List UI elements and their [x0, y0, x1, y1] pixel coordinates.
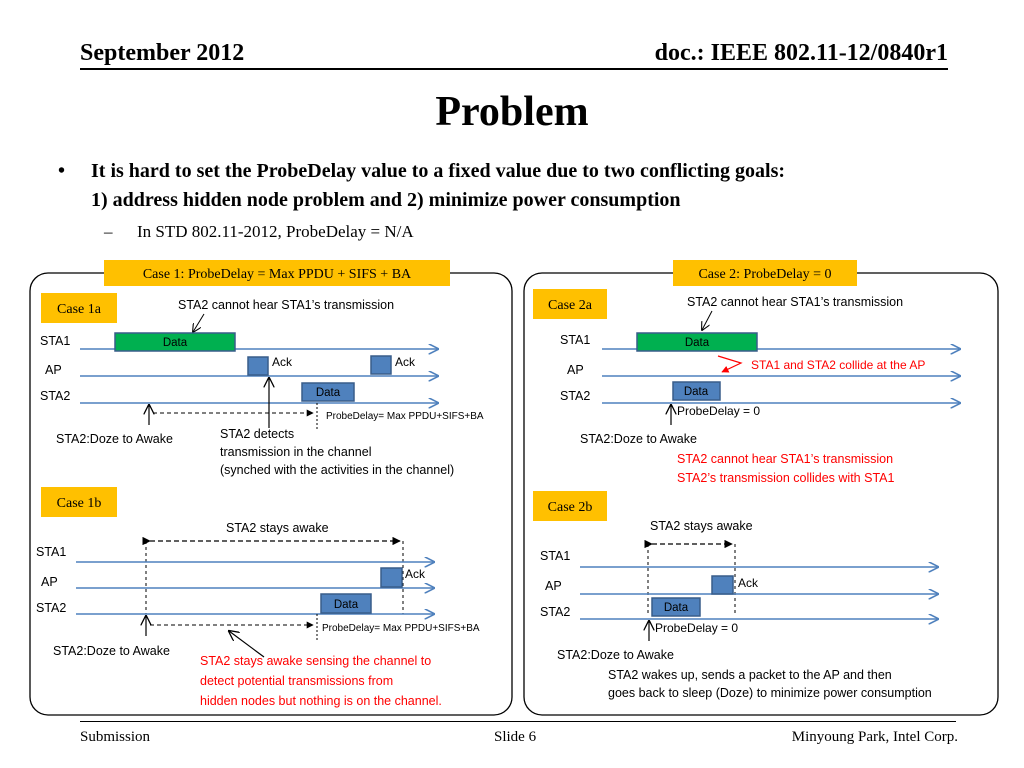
- case2a-collide-arrow: [718, 356, 741, 372]
- case2a-cannot-hear-arrow: [702, 311, 712, 330]
- case2a-label: Case 2a: [548, 298, 592, 313]
- case1b-ack-packet: [381, 568, 402, 587]
- case1b-data-text: Data: [333, 599, 359, 611]
- case1b-note-line2: detect potential transmissions from: [200, 674, 394, 688]
- bullet-marker: •: [58, 160, 66, 182]
- case1b-note-line3: hidden nodes but nothing is on the channel.: [200, 694, 442, 708]
- case2-title: Case 2: ProbeDelay = 0: [698, 267, 832, 282]
- bullet-main-line1: It is hard to set the ProbeDelay value to a fixed value due to two conflicting goals:: [91, 160, 786, 182]
- case2b-note-line2: goes back to sleep (Doze) to minimize power consumption: [608, 686, 932, 700]
- case2b-ack-packet: [712, 576, 733, 594]
- case2b-sta1-label: STA1: [540, 549, 571, 563]
- case2b-probedelay-text: ProbeDelay = 0: [655, 621, 739, 635]
- footer-author: Minyoung Park, Intel Corp.: [791, 729, 958, 745]
- slide-title: Problem: [435, 89, 589, 135]
- header-doc-id: doc.: IEEE 802.11-12/0840r1: [654, 40, 948, 66]
- case1a-label: Case 1a: [57, 302, 101, 317]
- sub-bullet-marker: –: [104, 222, 113, 241]
- case1a-cannot-hear: STA2 cannot hear STA1’s transmission: [178, 298, 395, 312]
- footer-submission: Submission: [80, 729, 151, 745]
- case2a-sta1-data-text: Data: [684, 337, 710, 349]
- header-date: September 2012: [80, 40, 245, 66]
- case1a-sta2-data-text: Data: [315, 387, 341, 399]
- case2a-probedelay-text: ProbeDelay = 0: [677, 404, 761, 418]
- case2b-doze-label: STA2:Doze to Awake: [557, 648, 674, 662]
- case2a-doze-label: STA2:Doze to Awake: [580, 432, 697, 446]
- case2b-data-text: Data: [663, 602, 689, 614]
- case1a-detects-line3: (synched with the activities in the channel): [220, 463, 455, 477]
- case2a-sta2-label: STA2: [560, 389, 591, 403]
- case2a-note-line1: STA2 cannot hear STA1’s transmission: [677, 452, 894, 466]
- case1b-sta1-label: STA1: [36, 545, 67, 559]
- case1a-detects-line2: transmission in the channel: [220, 445, 372, 459]
- case1b-stays-awake: STA2 stays awake: [226, 521, 329, 535]
- case1a-ack2-text: Ack: [395, 355, 416, 369]
- case2b-label: Case 2b: [547, 500, 593, 515]
- sub-bullet-text: In STD 802.11-2012, ProbeDelay = N/A: [137, 222, 414, 241]
- case2b-note-line1: STA2 wakes up, sends a packet to the AP and then: [608, 668, 892, 682]
- case1-title: Case 1: ProbeDelay = Max PPDU + SIFS + BA: [142, 267, 412, 282]
- case1a-sta1-label: STA1: [40, 334, 71, 348]
- case1a-sta1-data-text: Data: [162, 337, 188, 349]
- case1a-detects-line1: STA2 detects: [220, 427, 295, 441]
- footer-slide-number: Slide 6: [494, 729, 537, 745]
- case1b-ap-label: AP: [41, 575, 58, 589]
- case1b-label: Case 1b: [56, 496, 102, 511]
- case1a-probedelay-text: ProbeDelay= Max PPDU+SIFS+BA: [326, 411, 484, 422]
- case1b-ack-text: Ack: [405, 567, 426, 581]
- case1b-doze-label: STA2:Doze to Awake: [53, 644, 170, 658]
- case1a-ap-label: AP: [45, 363, 62, 377]
- case1a-sta2-label: STA2: [40, 389, 71, 403]
- case2a-sta2-data-text: Data: [683, 386, 709, 398]
- case2b-sta2-label: STA2: [540, 605, 571, 619]
- bullet-main-line2: 1) address hidden node problem and 2) minimize power consumption: [91, 189, 681, 211]
- case2a-collide-text: STA1 and STA2 collide at the AP: [751, 358, 926, 372]
- case1b-sta2-label: STA2: [36, 601, 67, 615]
- footer-divider: [80, 721, 956, 722]
- case2a-ap-label: AP: [567, 363, 584, 377]
- case1a-cannot-hear-arrow: [193, 314, 204, 332]
- case1b-note-line1: STA2 stays awake sensing the channel to: [200, 654, 432, 668]
- case1a-ack2-packet: [371, 356, 391, 374]
- case2b-stays-awake: STA2 stays awake: [650, 519, 753, 533]
- case2b-ap-label: AP: [545, 579, 562, 593]
- case1b-probedelay-text: ProbeDelay= Max PPDU+SIFS+BA: [322, 623, 480, 634]
- case1a-ack1-packet: [248, 357, 268, 375]
- case2a-note-line2: STA2’s transmission collides with STA1: [677, 471, 895, 485]
- case1a-ack1-text: Ack: [272, 355, 293, 369]
- case1a-doze-label: STA2:Doze to Awake: [56, 432, 173, 446]
- case2a-sta1-label: STA1: [560, 333, 591, 347]
- case2b-ack-text: Ack: [738, 576, 759, 590]
- case2a-cannot-hear: STA2 cannot hear STA1’s transmission: [687, 295, 904, 309]
